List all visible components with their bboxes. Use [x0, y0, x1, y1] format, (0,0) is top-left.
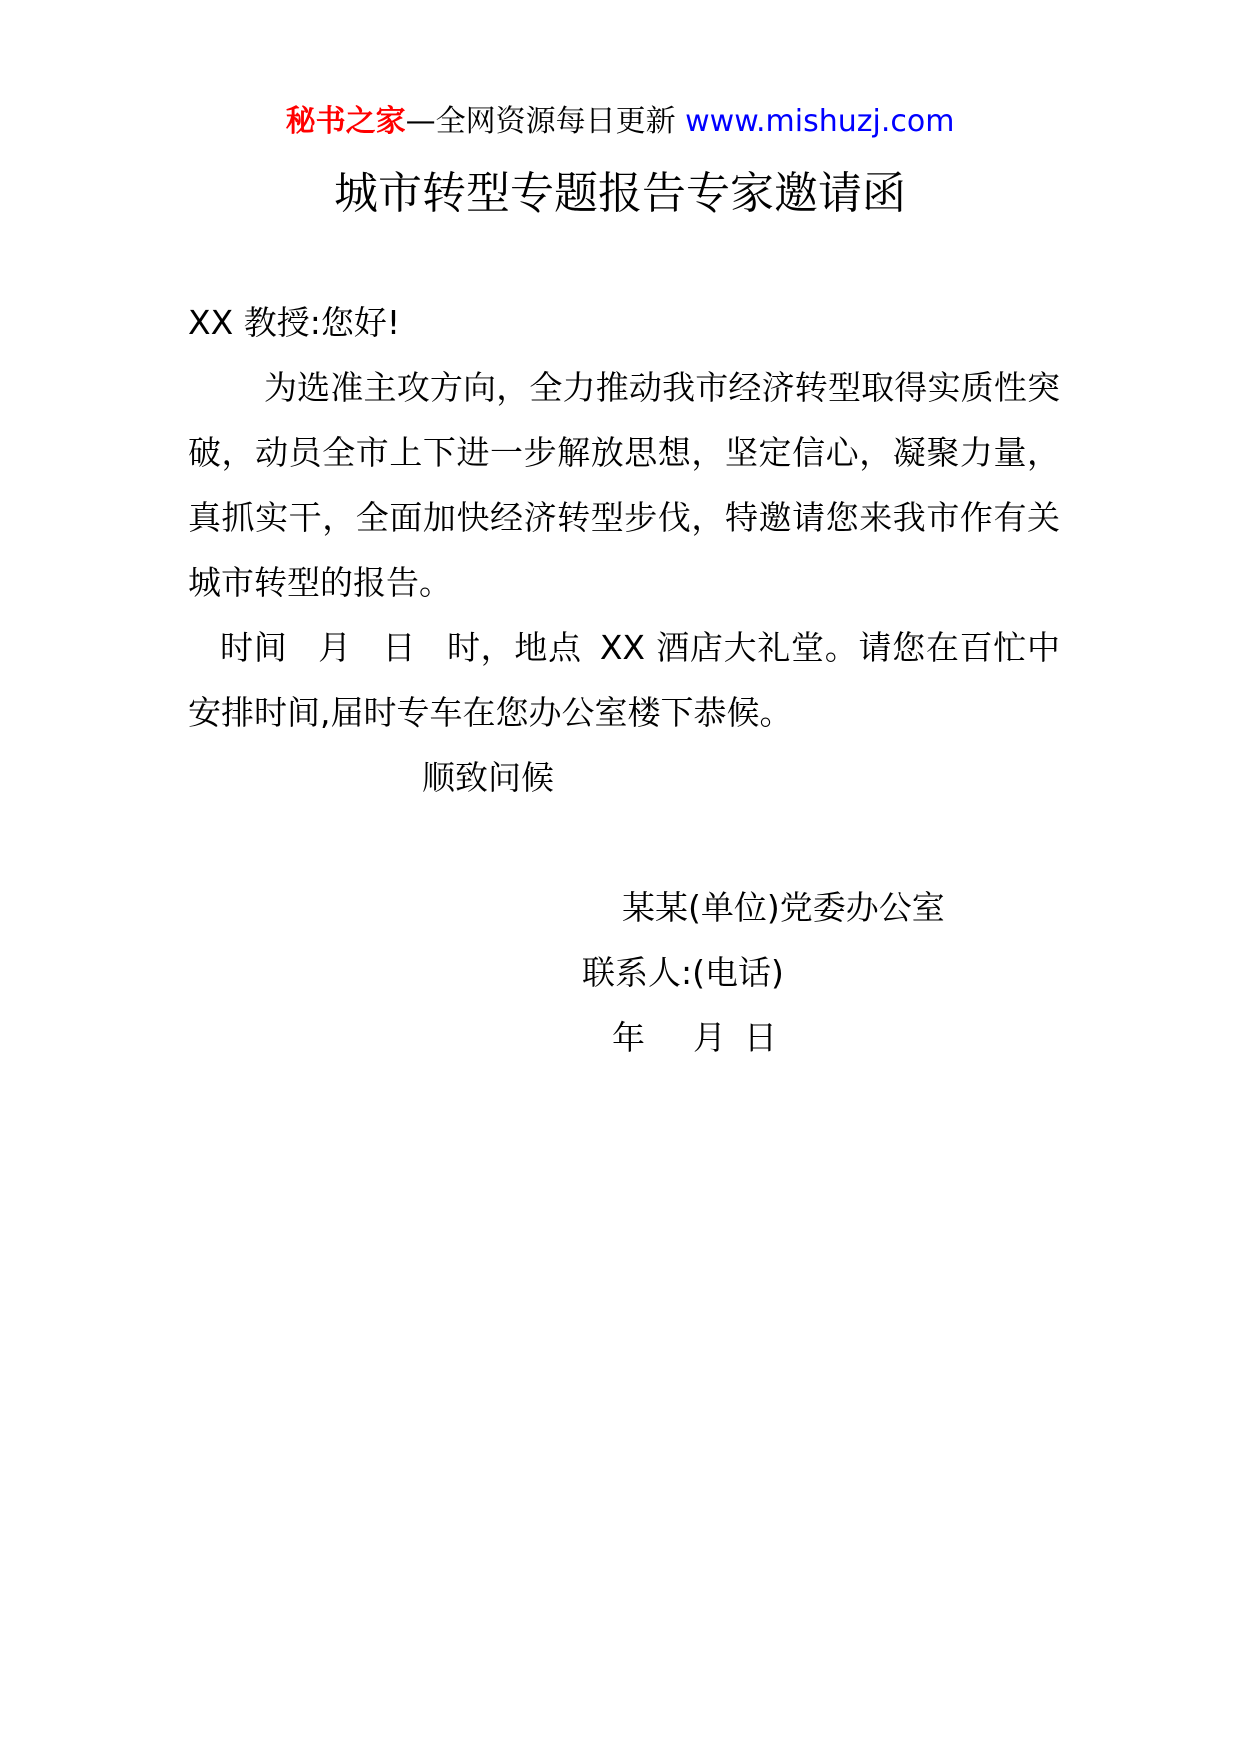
brand-name: 秘书之家: [285, 104, 406, 139]
signature-contact: 联系人:(电话): [582, 953, 784, 992]
header-url-link[interactable]: www.mishuzj.com: [685, 104, 955, 139]
signature-date: [612, 1005, 777, 1070]
time-label: 时间: [220, 628, 288, 667]
signature-day: 日: [744, 1018, 777, 1057]
site-header: [0, 100, 1240, 144]
signature-year: 年: [612, 1018, 645, 1057]
paragraph-time-location: [188, 615, 1060, 745]
document-title: 城市转型专题报告专家邀请函: [334, 168, 906, 219]
day-label: 日: [381, 628, 417, 667]
signature-organization: 某某(单位)党委办公室: [622, 888, 945, 927]
hour-location-label: 时，地点: [446, 628, 582, 667]
header-tagline: —全网资源每日更新: [405, 104, 676, 139]
location-text: XX 酒店大礼堂。请您在百忙中安排时间,届时专车在您办公室楼下恭候。: [188, 628, 1061, 732]
paragraph-purpose: 为选准主攻方向，全力推动我市经济转型取得实质性突破，动员全市上下进一步解放思想，坚定信心，凝聚力量，真抓实干，全面加快经济转型步伐，特邀请您来我市作有关城市转型的报告。: [188, 368, 1060, 602]
greeting: XX 教授:您好!: [188, 303, 401, 342]
signature-month: 月: [693, 1018, 726, 1057]
closing-salutation: 顺致问候: [422, 758, 554, 797]
month-label: 月: [317, 628, 352, 667]
